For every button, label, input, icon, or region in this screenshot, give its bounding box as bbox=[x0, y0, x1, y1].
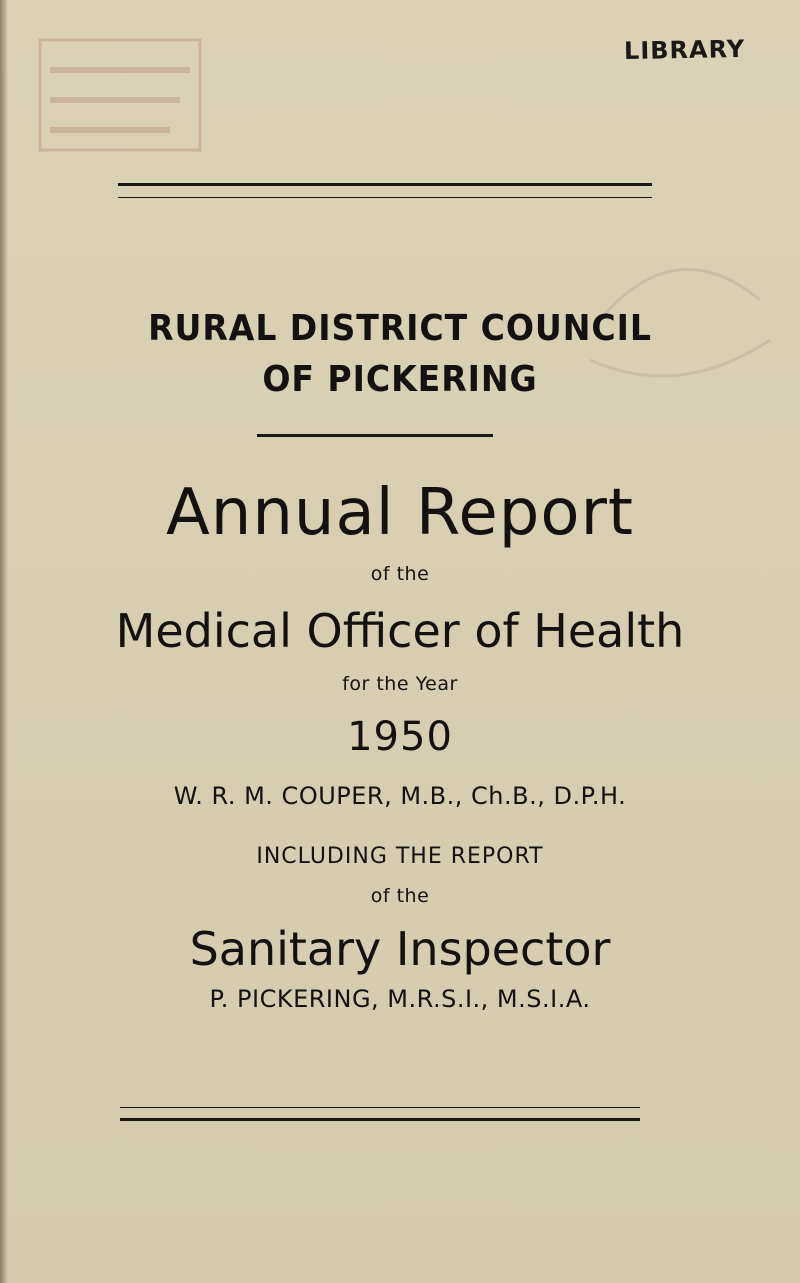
of-the-text: of the bbox=[370, 563, 430, 585]
for-the-year-text: for the Year bbox=[342, 673, 458, 695]
bottom-rule-thick bbox=[120, 1118, 640, 1121]
medical-officer-name: W. R. M. COUPER, M.B., Ch.B., D.P.H. bbox=[173, 782, 627, 810]
report-year: 1950 bbox=[347, 714, 453, 760]
top-rule-thin bbox=[118, 197, 652, 198]
library-stamp: LIBRARY bbox=[623, 34, 746, 66]
bottom-rule-thin bbox=[120, 1107, 640, 1108]
report-title: Annual Report bbox=[166, 476, 634, 550]
including-report-text: INCLUDING THE REPORT bbox=[256, 844, 544, 869]
of-the-text-2: of the bbox=[370, 885, 430, 907]
report-subject: Medical Officer of Health bbox=[115, 604, 685, 658]
council-name-line-1: RURAL DISTRICT COUNCIL bbox=[148, 308, 652, 349]
inspector-title: Sanitary Inspector bbox=[189, 922, 611, 976]
title-divider-rule bbox=[257, 434, 493, 437]
top-rule-thick bbox=[118, 183, 652, 186]
council-name-line-2: OF PICKERING bbox=[262, 359, 538, 400]
inspector-name: P. PICKERING, M.R.S.I., M.S.I.A. bbox=[209, 985, 591, 1013]
faded-stamp-mark bbox=[30, 30, 210, 160]
